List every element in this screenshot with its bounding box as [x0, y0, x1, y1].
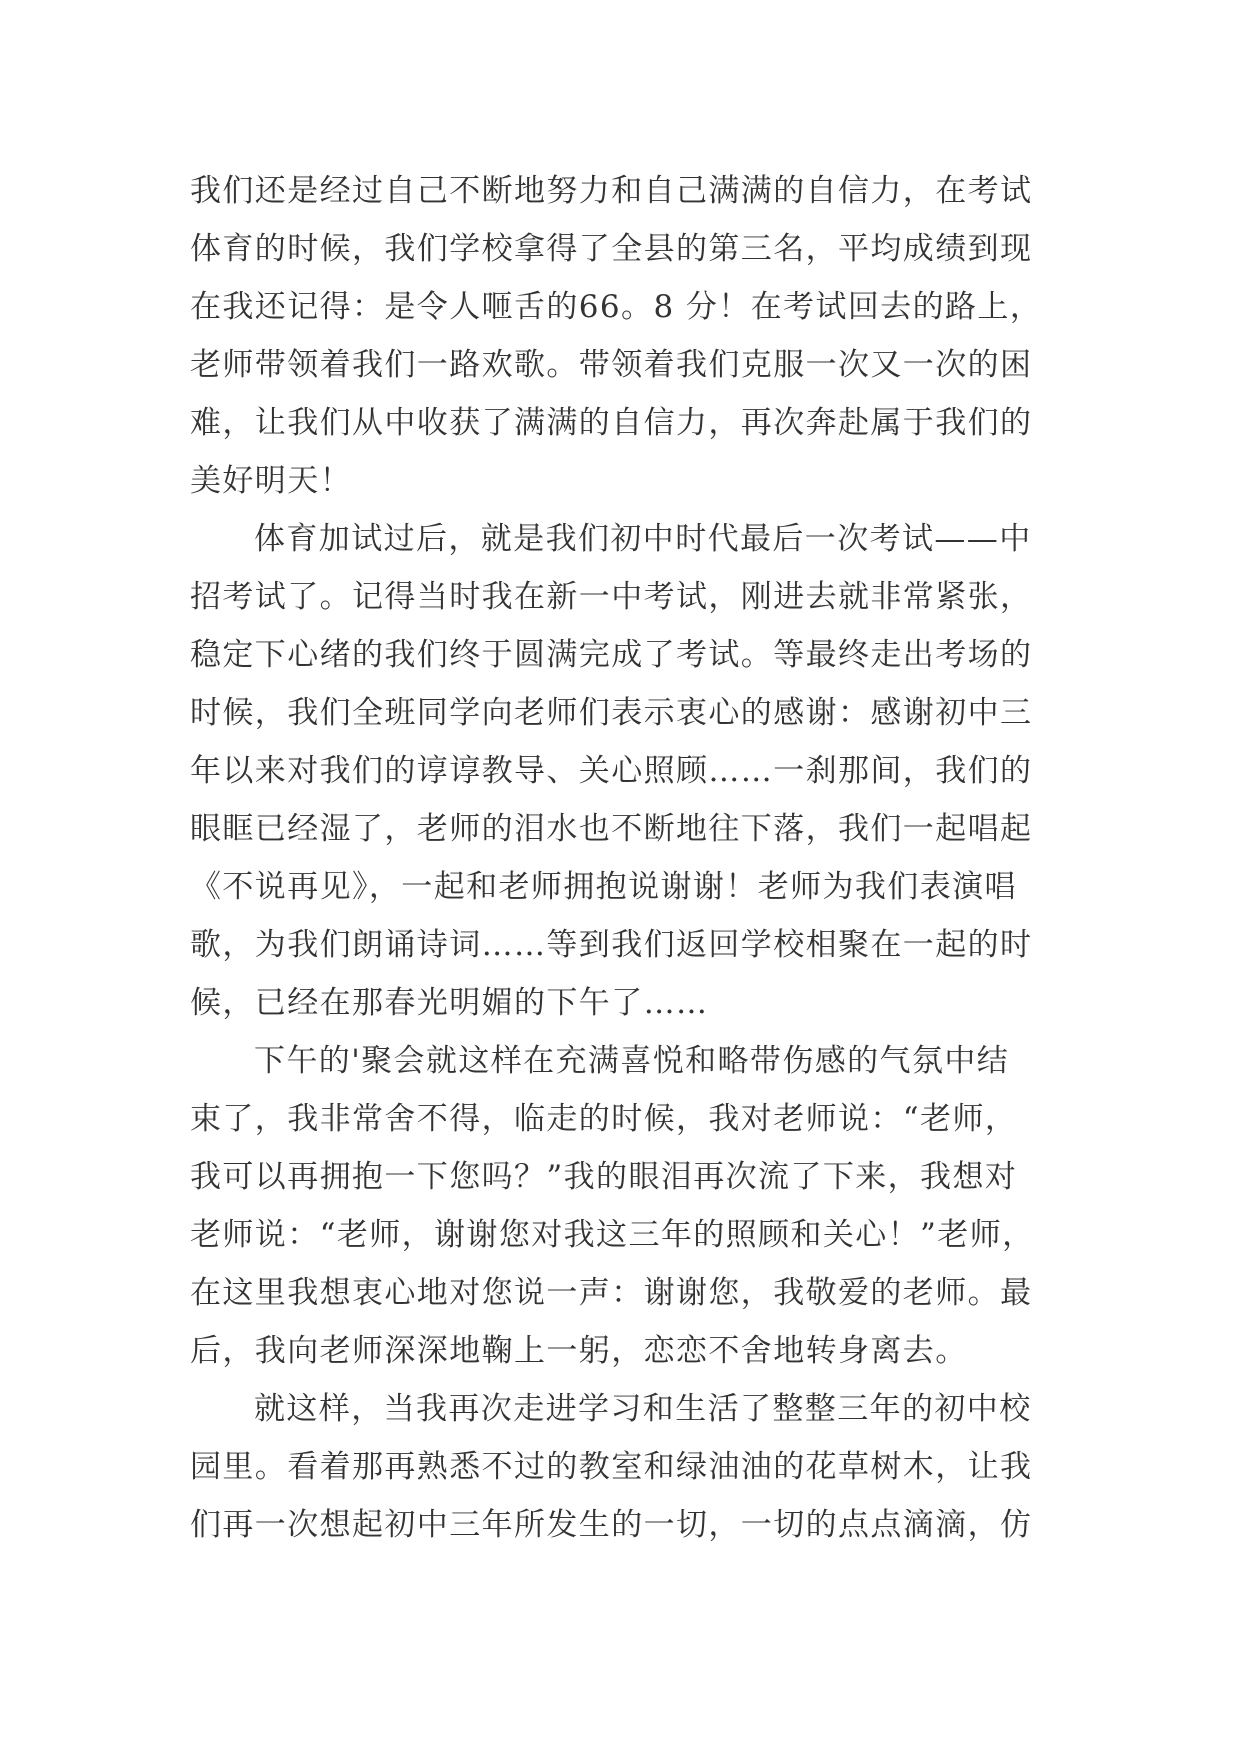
text-line: 候，已经在那春光明媚的下午了……	[190, 985, 709, 1021]
text-line: 年以来对我们的谆谆教导、关心照顾……一刹那间，我们的	[190, 753, 1033, 789]
text-line: 眼眶已经湿了，老师的泪水也不断地往下落，我们一起唱起	[190, 811, 1033, 847]
text-line: 在我还记得：是令人咂舌的66。8 分！在考试回去的路上，	[190, 289, 1043, 325]
text-line: 老师带领着我们一路欢歌。带领着我们克服一次又一次的困	[190, 347, 1033, 383]
text-line: 稳定下心绪的我们终于圆满完成了考试。等最终走出考场的	[190, 637, 1033, 673]
paragraph-first-line: 就这样，当我再次走进学习和生活了整整三年的初中校	[254, 1391, 1032, 1427]
text-line: 《不说再见》，一起和老师拥抱说谢谢！老师为我们表演唱	[190, 869, 1017, 905]
text-line: 老师说：“老师，谢谢您对我这三年的照顾和关心！”老师，	[190, 1217, 1035, 1253]
body-text	[190, 162, 1070, 1554]
text-line: 美好明天！	[190, 463, 352, 499]
paragraph-first-line: 体育加试过后，就是我们初中时代最后一次考试——中	[254, 521, 1032, 557]
text-line: 时候，我们全班同学向老师们表示衷心的感谢：感谢初中三	[190, 695, 1033, 731]
text-line: 们再一次想起初中三年所发生的一切，一切的点点滴滴，仿	[190, 1507, 1033, 1543]
text-line: 歌，为我们朗诵诗词……等到我们返回学校相聚在一起的时	[190, 927, 1033, 963]
text-line: 在这里我想衷心地对您说一声：谢谢您，我敬爱的老师。最	[190, 1275, 1033, 1311]
text-line: 招考试了。记得当时我在新一中考试，刚进去就非常紧张，	[190, 579, 1033, 615]
text-line: 体育的时候，我们学校拿得了全县的第三名，平均成绩到现	[190, 231, 1033, 267]
text-line: 束了，我非常舍不得，临走的时候，我对老师说：“老师，	[190, 1101, 1018, 1137]
text-line: 我们还是经过自己不断地努力和自己满满的自信力，在考试	[190, 173, 1033, 209]
text-line: 后，我向老师深深地鞠上一躬，恋恋不舍地转身离去。	[190, 1333, 968, 1369]
text-line: 园里。看着那再熟悉不过的教室和绿油油的花草树木，让我	[190, 1449, 1033, 1485]
text-line: 我可以再拥抱一下您吗？”我的眼泪再次流了下来，我想对	[190, 1159, 1018, 1195]
paragraph-first-line: 下午的'聚会就这样在充满喜悦和略带伤感的气氛中结	[254, 1043, 1010, 1079]
text-line: 难，让我们从中收获了满满的自信力，再次奔赴属于我们的	[190, 405, 1033, 441]
